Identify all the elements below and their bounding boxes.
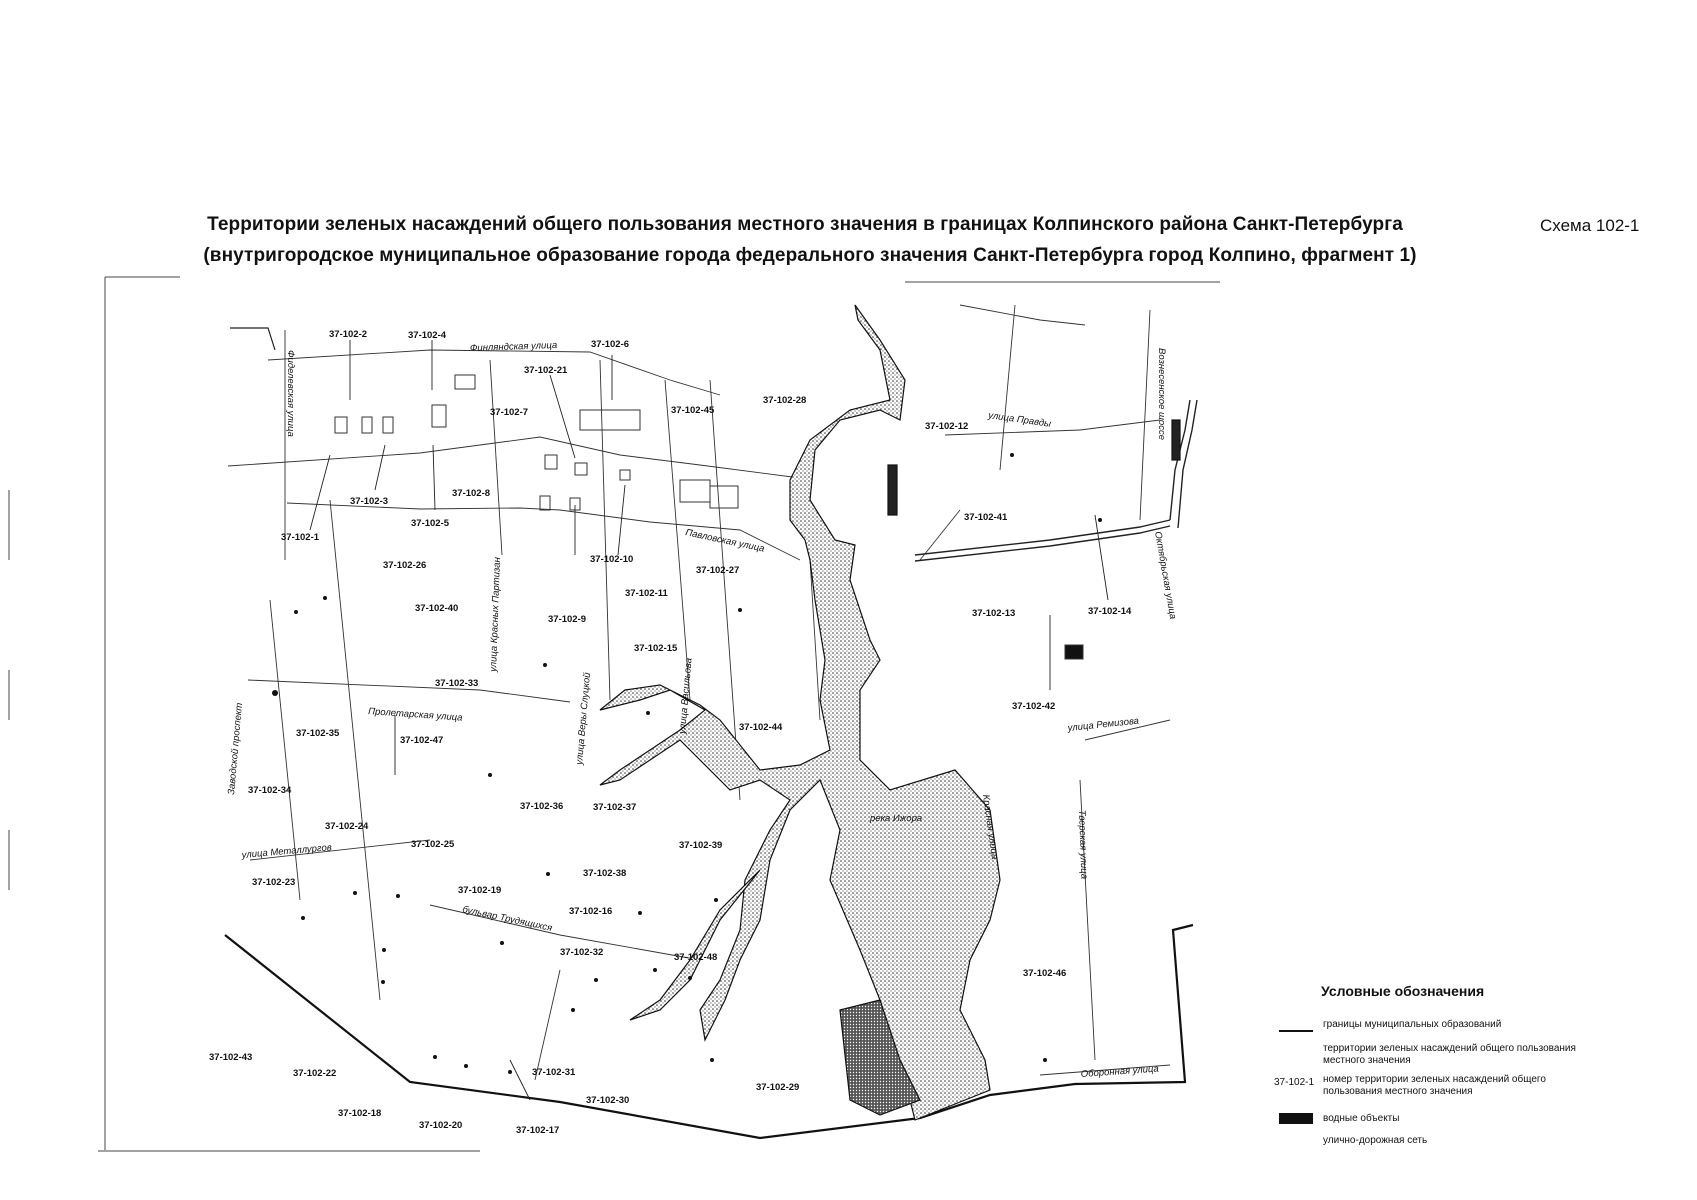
label-37-102-16: 37-102-16 [569,906,613,917]
label-37-102-26: 37-102-26 [383,560,427,571]
legend-green: территории зеленых насаждений общего пользования местного значения [1323,1043,1576,1066]
label-37-102-47: 37-102-47 [400,735,444,746]
street-pravdy: улица Правды [987,410,1052,430]
label-37-102-25: 37-102-25 [411,839,455,850]
label-37-102-38: 37-102-38 [583,868,627,879]
label-37-102-46: 37-102-46 [1023,968,1067,979]
street-krasnaya: Красная улица [980,793,1001,861]
label-37-102-20: 37-102-20 [419,1120,463,1131]
label-37-102-30: 37-102-30 [586,1095,630,1106]
label-37-102-22: 37-102-22 [293,1068,337,1079]
street-zavodskoy: Заводской проспект [226,702,246,796]
street-tverskaya: Тверская улица [1076,809,1090,880]
label-37-102-5: 37-102-5 [411,518,450,529]
street-very-slutskoy: улица Веры Слуцкой [574,672,594,766]
boundary-legend-symbol [1279,1030,1313,1032]
label-37-102-19: 37-102-19 [458,885,502,896]
map-frame [9,277,1220,1151]
legend-number-desc: номер территории зеленых насаждений общего пользования местного значения [1323,1074,1546,1097]
legend-water: водные объекты [1323,1113,1400,1124]
legend-roads: улично-дорожная сеть [1323,1135,1428,1146]
label-37-102-33: 37-102-33 [435,678,479,689]
label-37-102-2: 37-102-2 [329,329,368,340]
label-37-102-12: 37-102-12 [925,421,969,432]
street-metallurgov: улица Металлургов [241,842,333,861]
label-37-102-48: 37-102-48 [674,952,718,963]
label-37-102-45: 37-102-45 [671,405,715,416]
label-37-102-43: 37-102-43 [209,1052,253,1063]
street-remizova: улица Ремизова [1067,715,1140,734]
label-37-102-11: 37-102-11 [625,588,668,599]
street-fidelevskaya: Фиделевская улица [285,350,296,437]
label-37-102-35: 37-102-35 [296,728,340,739]
street-krasnykh-partizan: улица Красных Партизан [488,557,504,673]
scheme-number: Схема 102-1 [1540,216,1640,235]
label-37-102-44: 37-102-44 [739,722,783,733]
label-37-102-23: 37-102-23 [252,877,296,888]
label-37-102-3: 37-102-3 [350,496,389,507]
street-pavlovskaya: Павловская улица [684,527,766,555]
label-37-102-17: 37-102-17 [516,1125,560,1136]
map-title-line-1: Территории зеленых насаждений общего пользования местного значения в границах Колпинского района Санкт-Петербурга [207,214,1403,235]
label-37-102-24: 37-102-24 [325,821,369,832]
street-oktyabrskaya: Октябрьская улица [1152,530,1179,620]
label-37-102-40: 37-102-40 [415,603,459,614]
river-izhora-label: река Ижора [870,813,923,824]
label-37-102-36: 37-102-36 [520,801,564,812]
label-37-102-27: 37-102-27 [696,565,740,576]
legend-title: Условные обозначения [1321,983,1485,999]
street-oboronnaya: Оборонная улица [1080,1063,1160,1080]
street-vasilova: улица Васильова [677,657,695,735]
water-legend-symbol [1279,1113,1313,1124]
label-37-102-8: 37-102-8 [452,488,491,499]
label-37-102-29: 37-102-29 [756,1082,800,1093]
upper-left-boundary [230,328,275,350]
label-37-102-41: 37-102-41 [964,512,1008,523]
label-37-102-13: 37-102-13 [972,608,1016,619]
label-37-102-34: 37-102-34 [248,785,292,796]
legend-number-sample: 37-102-1 [1274,1077,1315,1088]
label-37-102-31: 37-102-31 [532,1067,576,1078]
label-37-102-15: 37-102-15 [634,643,678,654]
label-37-102-39: 37-102-39 [679,840,723,851]
label-37-102-9: 37-102-9 [548,614,587,625]
label-37-102-10: 37-102-10 [590,554,634,565]
label-37-102-1: 37-102-1 [281,532,320,543]
street-voznesenskoe: Вознесенское шоссе [1156,348,1167,440]
label-37-102-32: 37-102-32 [560,947,604,958]
label-37-102-14: 37-102-14 [1088,606,1132,617]
legend-boundary: границы муниципальных образований [1323,1019,1502,1030]
street-proletarskaya: Пролетарская улица [367,706,463,724]
label-37-102-4: 37-102-4 [408,330,447,341]
label-37-102-18: 37-102-18 [338,1108,382,1119]
street-trudyashchikhsya: бульвар Трудящихся [461,904,554,934]
label-37-102-42: 37-102-42 [1012,701,1056,712]
map-title-line-2: (внутригородское муниципальное образование города федерального значения Санкт-Петербурга город Колпино, фрагмент 1) [203,245,1417,266]
label-37-102-7: 37-102-7 [490,407,529,418]
label-37-102-6: 37-102-6 [591,339,630,350]
label-37-102-37: 37-102-37 [593,802,637,813]
street-finlyandskaya: Финляндская улица [469,339,558,354]
label-37-102-28: 37-102-28 [763,395,807,406]
label-37-102-21: 37-102-21 [524,365,568,376]
